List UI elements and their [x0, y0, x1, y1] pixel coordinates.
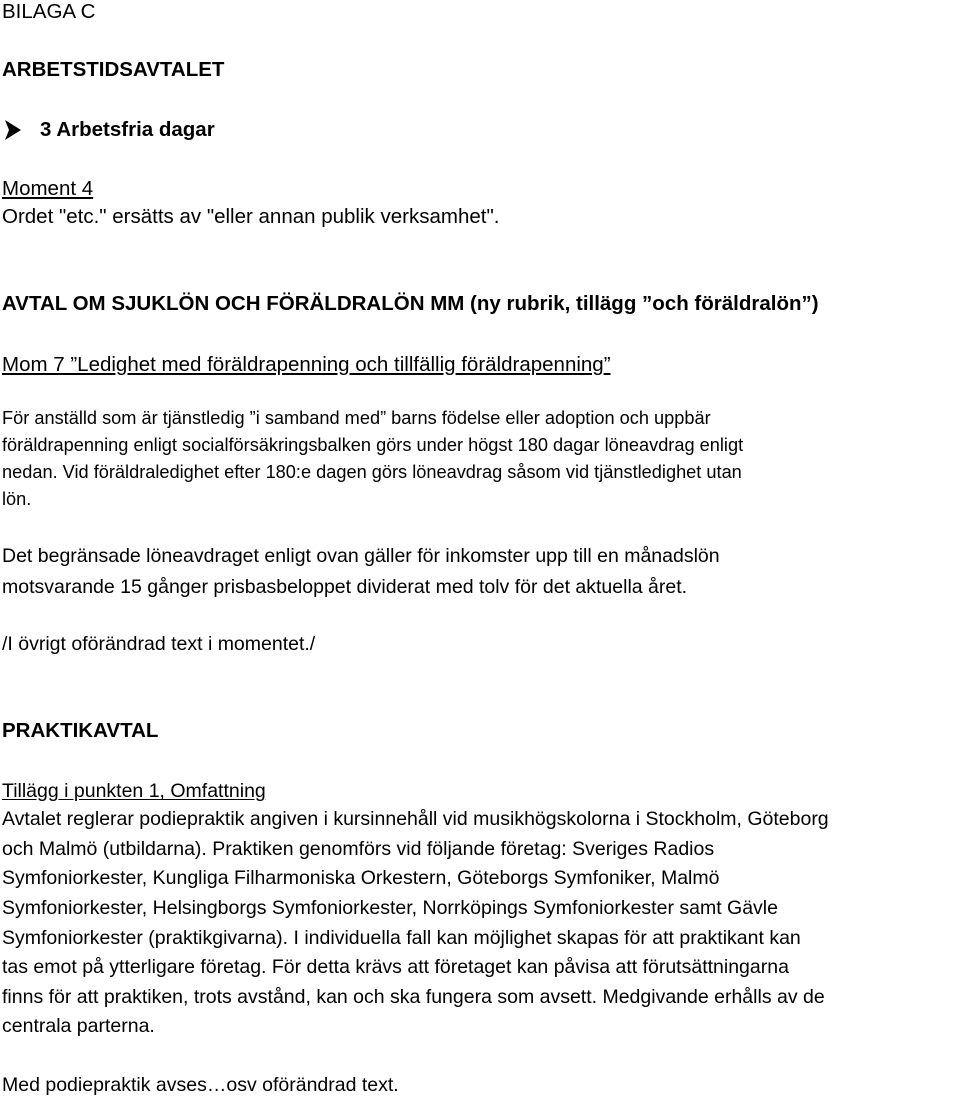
paragraph-line: tas emot på ytterligare företag. För detta krävs att företaget kan påvisa att förutsättningarna — [2, 956, 789, 978]
moment-text: Ordet "etc." ersätts av "eller annan publik verksamhet". — [2, 205, 500, 228]
mom-label: Mom 7 ”Ledighet med föräldrapenning och tillfällig föräldrapenning” — [2, 353, 611, 376]
paragraph-line: och Malmö (utbildarna). Praktiken genomförs vid följande företag: Sveriges Radios — [2, 838, 715, 860]
appendix-label: BILAGA C — [2, 0, 96, 23]
section-heading-praktikavtal: PRAKTIKAVTAL — [2, 719, 159, 742]
paragraph-line: Det begränsade löneavdraget enligt ovan gäller för inkomster upp till en månadslön — [2, 545, 720, 567]
moment-label: Moment 4 — [2, 177, 94, 200]
paragraph-line: föräldrapenning enligt socialförsäkringsbalken görs under högst 180 dagar löneavdrag enligt — [2, 435, 744, 455]
document-title: ARBETSTIDSAVTALET — [2, 58, 225, 81]
sub-label-omfattning: Tillägg i punkten 1, Omfattning — [2, 780, 266, 802]
section-heading-arbetsfria-dagar — [4, 118, 215, 142]
paragraph-line: finns för att praktiken, trots avstånd, kan och ska fungera som avsett. Medgivande erhålls av de — [2, 986, 825, 1008]
section-heading-sjuklon: AVTAL OM SJUKLÖN OCH FÖRÄLDRALÖN MM (ny rubrik, tillägg ”och föräldralön”) — [2, 292, 819, 315]
section-heading-text: 3 Arbetsfria dagar — [40, 118, 215, 141]
paragraph-line: Symfoniorkester, Helsingborgs Symfoniorkester, Norrköpings Symfoniorkester samt Gävle — [2, 897, 778, 919]
paragraph-line: Symfoniorkester, Kungliga Filharmoniska Orkestern, Göteborgs Symfoniker, Malmö — [2, 867, 720, 889]
paragraph-line: Avtalet reglerar podiepraktik angiven i kursinnehåll vid musikhögskolorna i Stockholm, Göteborg — [2, 808, 829, 830]
paragraph-line: Symfoniorkester (praktikgivarna). I individuella fall kan möjlighet skapas för att praktikant kan — [2, 927, 801, 949]
closing-line: Med podiepraktik avses…osv oförändrad text. — [2, 1074, 399, 1096]
paragraph-line: nedan. Vid föräldraledighet efter 180:e dagen görs löneavdrag såsom vid tjänstledighet utan — [2, 462, 742, 482]
unchanged-note: /I övrigt oförändrad text i momentet./ — [2, 633, 316, 655]
paragraph-line: För anställd som är tjänstledig ”i samband med” barns födelse eller adoption och uppbär — [2, 408, 711, 428]
arrow-bullet-icon — [4, 119, 22, 141]
paragraph-line: centrala parterna. — [2, 1015, 155, 1037]
paragraph-line: lön. — [2, 489, 32, 509]
paragraph-line: motsvarande 15 gånger prisbasbeloppet dividerat med tolv för det aktuella året. — [2, 576, 688, 598]
